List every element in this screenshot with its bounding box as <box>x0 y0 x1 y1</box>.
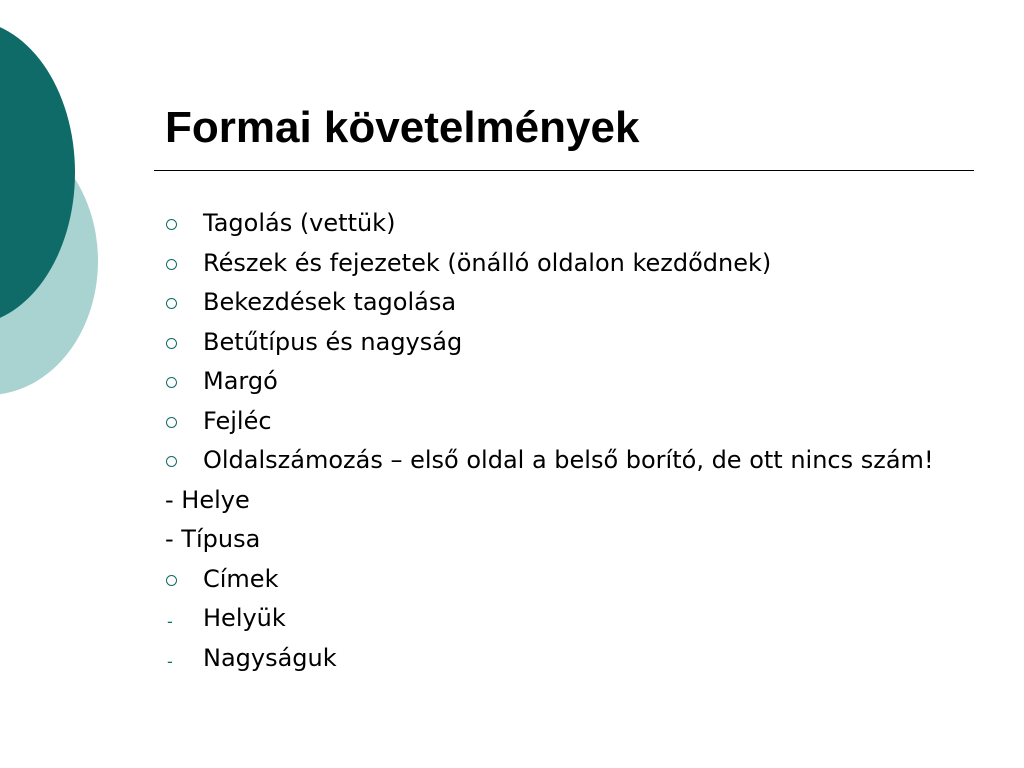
list-item-text: Részek és fejezetek (önálló oldalon kezdődnek) <box>203 248 772 277</box>
list-item-text: Bekezdések tagolása <box>203 288 457 316</box>
list-item <box>165 405 965 438</box>
ring-bullet-icon <box>166 298 177 309</box>
list-item <box>165 523 965 556</box>
list-item <box>165 207 965 240</box>
list-item-text: Tagolás (vettük) <box>203 209 396 237</box>
list-item <box>165 563 965 596</box>
list-item-text: Helyük <box>203 604 286 632</box>
ring-bullet-icon <box>166 259 177 270</box>
list-item <box>165 286 965 319</box>
list-item <box>165 444 965 477</box>
list-item <box>165 365 965 398</box>
list-item-text: Címek <box>203 564 279 593</box>
list-item <box>165 247 965 280</box>
slide-title: Formai követelmények <box>165 103 640 152</box>
list-item-text: Margó <box>203 367 278 395</box>
list-item-text: - Típusa <box>165 525 261 553</box>
dash-bullet-icon: - <box>167 651 173 671</box>
bullet-list <box>165 207 965 681</box>
list-item-text: Nagyságuk <box>203 643 337 672</box>
ring-bullet-icon <box>166 456 177 467</box>
list-item <box>165 484 965 517</box>
list-item-text: Fejléc <box>203 406 272 435</box>
list-item <box>165 326 965 359</box>
title-divider <box>154 170 974 171</box>
ring-bullet-icon <box>166 417 177 428</box>
list-item-text: - Helye <box>165 485 250 514</box>
ring-bullet-icon <box>166 377 177 388</box>
ring-bullet-icon <box>166 575 177 586</box>
list-item-text: Oldalszámozás – első oldal a belső borító, de ott nincs szám! <box>203 446 934 474</box>
ring-bullet-icon <box>166 338 177 349</box>
list-item <box>165 642 965 675</box>
list-item <box>165 602 965 635</box>
dash-bullet-icon: - <box>167 612 173 631</box>
list-item-text: Betűtípus és nagyság <box>203 327 463 356</box>
ring-bullet-icon <box>166 219 177 230</box>
